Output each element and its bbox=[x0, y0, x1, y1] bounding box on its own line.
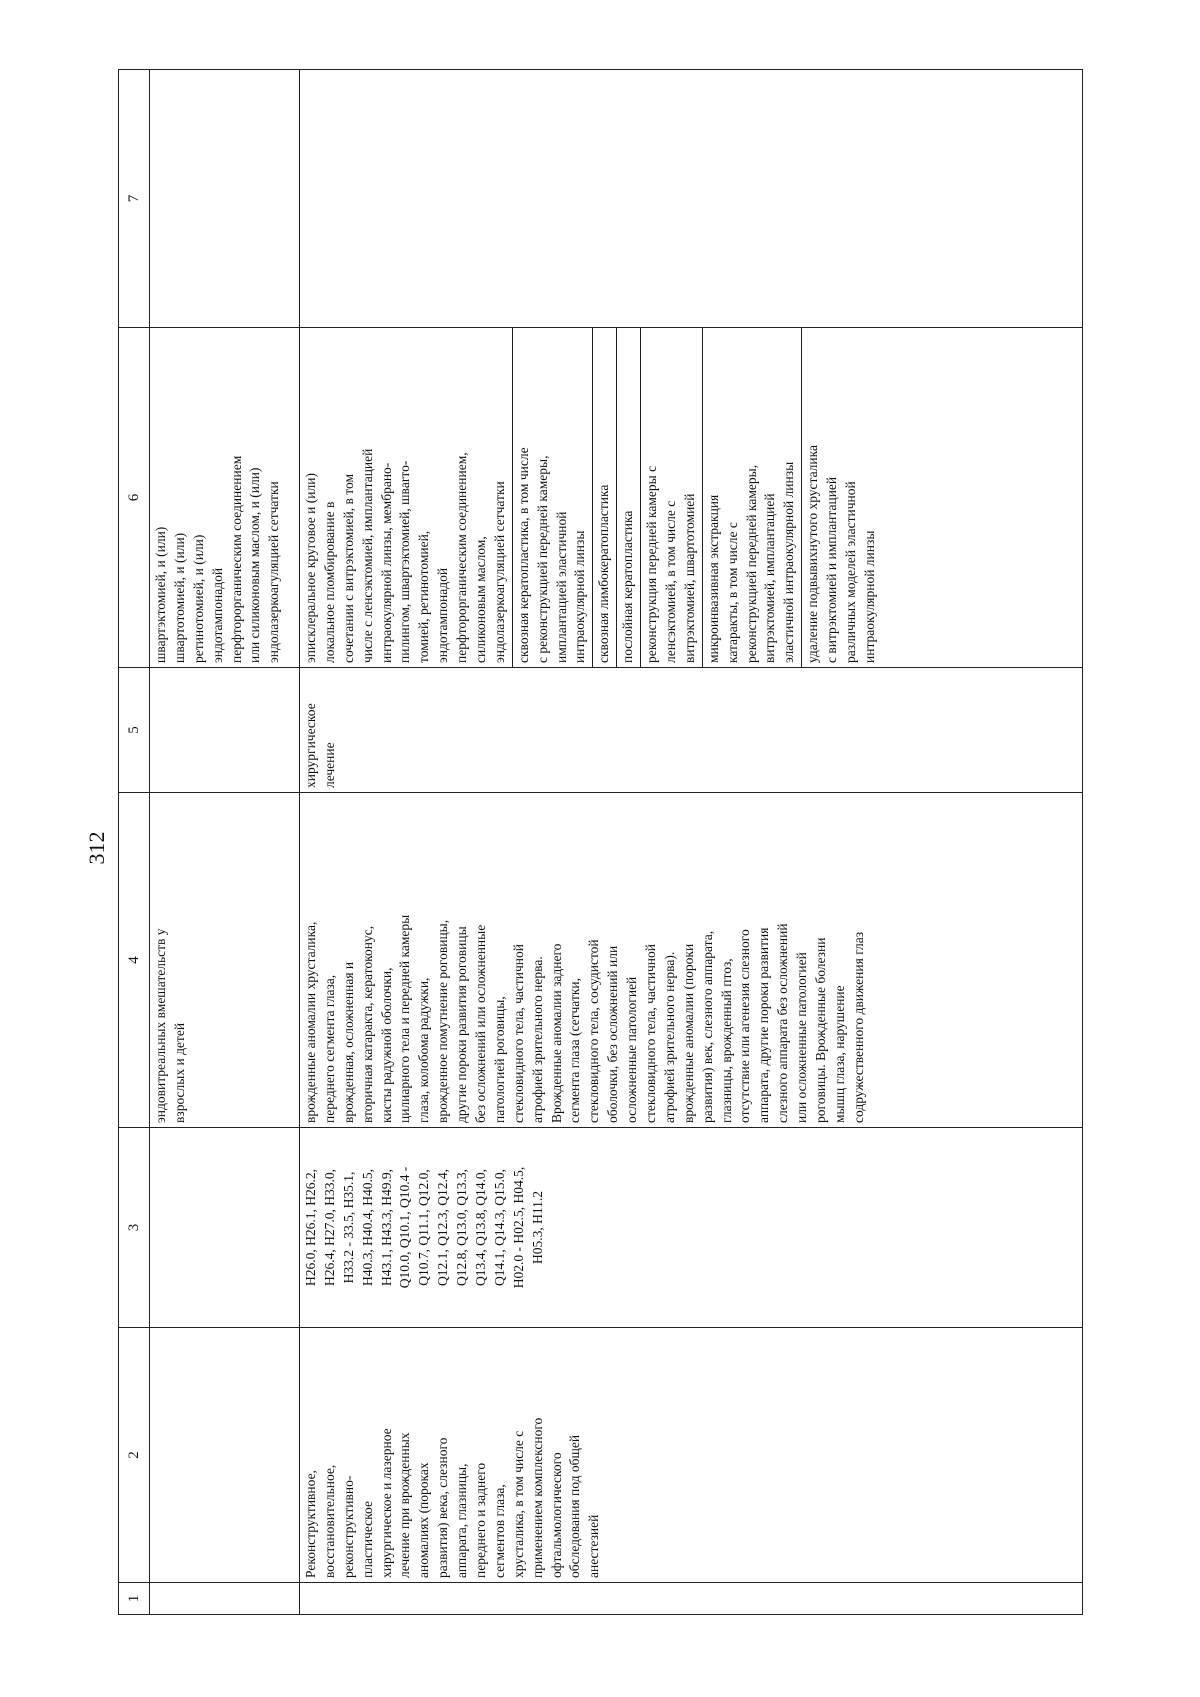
cont-cell-7 bbox=[150, 70, 300, 328]
cell-line: аппарата, глазницы, bbox=[454, 1463, 470, 1578]
cell-line: оболочки, без осложнений или bbox=[605, 945, 621, 1123]
procedure-name-cell bbox=[300, 1328, 1083, 1583]
cell-line: пластическое bbox=[359, 1501, 375, 1578]
cell-line: атрофией зрительного нерва. bbox=[529, 956, 545, 1123]
col-header-7: 7 bbox=[119, 70, 150, 328]
cell-line: сквозная кератопластика, в том числе bbox=[515, 447, 531, 663]
cell-line: развития) век, слезного аппарата, bbox=[699, 930, 715, 1123]
cell-line: или силиконовым маслом, и (или) bbox=[247, 467, 263, 663]
cell-line: цилиарного тела и передней камеры bbox=[397, 914, 413, 1123]
method-entry bbox=[641, 328, 703, 667]
cell-line: H26.4, H27.0, H33.0, bbox=[321, 1169, 337, 1286]
cell-line: анестезией bbox=[586, 1514, 602, 1578]
cell-line: H02.0 - H02.5, H04.5, bbox=[510, 1166, 526, 1289]
col-header-4: 4 bbox=[119, 793, 150, 1128]
cell-line: витрэктомией, швартотомией bbox=[681, 493, 697, 663]
cell-line: эндотампонадой bbox=[209, 567, 225, 663]
cell-line: хирургическое bbox=[303, 703, 318, 788]
cell-line: врожденная, осложненная и bbox=[340, 961, 356, 1123]
cell-line: томией, ретинотомией, bbox=[416, 530, 432, 663]
cell-line: лечение при врожденных bbox=[397, 1432, 413, 1578]
cell-line: без осложнений или осложненные bbox=[473, 924, 489, 1123]
method-entry bbox=[513, 328, 594, 667]
cell-line: эндолазеркоагуляцией сетчатки bbox=[266, 481, 282, 663]
cell-line: патологией роговицы, bbox=[491, 996, 507, 1123]
cell-line: силиконовым маслом, bbox=[473, 536, 489, 663]
cell-line: ленсэктомией, в том числе с bbox=[663, 500, 679, 663]
row-cell-1 bbox=[300, 1583, 1083, 1615]
cell-line: эписклеральное круговое и (или) bbox=[303, 473, 318, 663]
cell-line: развития) века, слезного bbox=[435, 1437, 451, 1578]
cell-line: витрэктомией, имплантацией bbox=[762, 493, 778, 663]
cell-line: стекловидного тела, частичной bbox=[510, 944, 526, 1123]
cell-line: с витрэктомией и имплантацией bbox=[824, 476, 840, 663]
cell-line: эндовитреальных вмешательств у bbox=[153, 928, 168, 1123]
cell-line: эластичной интраокулярной линзы bbox=[781, 461, 797, 663]
cell-line: глазницы, врожденный птоз, bbox=[718, 958, 734, 1123]
cell-line: H05.3, H11.2 bbox=[529, 1191, 545, 1264]
cell-line: с реконструкцией передней камеры, bbox=[534, 455, 550, 663]
table-header-row bbox=[119, 70, 150, 1615]
cell-line: перфторорганическим соединением bbox=[228, 455, 244, 663]
cell-line: эндолазеркоагуляцией сетчатки bbox=[491, 481, 507, 663]
treatment-type-cell bbox=[300, 668, 1083, 793]
cell-line: катаракты, в том числе с bbox=[724, 522, 740, 663]
icd-codes-cell bbox=[300, 1128, 1083, 1328]
cell-line: локальное пломбирование в bbox=[321, 501, 337, 663]
cell-line: врожденные аномалии хрусталика, bbox=[303, 921, 318, 1123]
cell-line: Q10.0, Q10.1, Q10.4 - bbox=[397, 1166, 413, 1289]
col-header-3: 3 bbox=[119, 1128, 150, 1328]
cell-line: стекловидного тела, сосудистой bbox=[586, 939, 602, 1123]
cell-line: ретинотомией, и (или) bbox=[190, 534, 206, 663]
diagnosis-cell bbox=[300, 793, 1083, 1128]
cont-cell-2 bbox=[150, 1328, 300, 1583]
row-cell-7 bbox=[300, 70, 1083, 328]
cell-line: или осложненные патологией bbox=[794, 952, 810, 1123]
continuation-row bbox=[150, 70, 300, 1615]
cell-line: вторичная катаракта, кератоконус, bbox=[359, 925, 375, 1123]
col-header-5: 5 bbox=[119, 668, 150, 793]
cell-line: обследования под общей bbox=[567, 1434, 583, 1578]
cell-line: сегментов глаза, bbox=[491, 1484, 507, 1578]
method-entry bbox=[593, 328, 617, 667]
cell-line: H26.0, H26.1, H26.2, bbox=[303, 1169, 318, 1286]
cell-line: стекловидного тела, частичной bbox=[643, 944, 659, 1123]
method-entry bbox=[802, 328, 882, 667]
cell-line: перфторорганическим соединением, bbox=[454, 452, 470, 663]
cell-line: Врожденные аномалии заднего bbox=[548, 943, 564, 1123]
cell-line: Q14.1, Q14.3, Q15.0, bbox=[491, 1169, 507, 1286]
cell-line: микроинвазивная экстракция bbox=[705, 494, 721, 663]
cell-line: Q12.8, Q13.0, Q13.3, bbox=[454, 1169, 470, 1286]
rotated-page bbox=[118, 70, 1083, 1615]
cell-line: лечение bbox=[321, 742, 337, 788]
cell-line: удаление подвывихнутого хрусталика bbox=[805, 445, 821, 663]
cont-cell-3 bbox=[150, 1128, 300, 1328]
cell-line: интраокулярной линзы, мембрано- bbox=[378, 462, 394, 663]
cell-line: реконструктивно- bbox=[340, 1475, 356, 1578]
cell-line: Q13.4, Q13.8, Q14.0, bbox=[473, 1169, 489, 1286]
cont-cell-4 bbox=[150, 793, 300, 1128]
cell-line: швартотомией, и (или) bbox=[171, 532, 187, 663]
cell-line: H43.1, H43.3, H49.9, bbox=[378, 1169, 394, 1286]
cell-line: переднего и заднего bbox=[473, 1462, 489, 1578]
cell-line: реконструкция передней камеры с bbox=[644, 465, 660, 663]
cell-line: числе с ленсэктомией, имплантацией bbox=[359, 448, 375, 663]
cell-line: Q10.7, Q11.1, Q12.0, bbox=[416, 1169, 432, 1286]
cont-cell-5 bbox=[150, 668, 300, 793]
cell-line: роговицы. Врожденные болезни bbox=[813, 937, 829, 1123]
cell-line: атрофией зрительного нерва). bbox=[661, 951, 677, 1123]
cell-line: взрослых и детей bbox=[171, 1022, 187, 1123]
cell-line: реконструкцией передней камеры, bbox=[743, 464, 759, 663]
cell-line: хрусталика, в том числе с bbox=[510, 1430, 526, 1578]
cell-line: интраокулярной линзы bbox=[572, 530, 588, 663]
cell-line: H40.3, H40.4, H40.5, bbox=[359, 1169, 375, 1286]
cell-line: различных моделей эластичной bbox=[843, 481, 859, 663]
cell-line: сегмента глаза (сетчатки, bbox=[567, 977, 583, 1123]
procedure-row bbox=[300, 70, 1083, 1615]
procedures-table bbox=[118, 69, 1083, 1615]
cell-line: другие пороки развития роговицы bbox=[454, 926, 470, 1123]
cont-cell-6 bbox=[150, 328, 300, 668]
method-entry bbox=[703, 328, 802, 667]
cell-line: аппарата, другие пороки развития bbox=[756, 927, 772, 1123]
method-entry bbox=[617, 328, 641, 667]
cell-line: слезного аппарата без осложнений bbox=[775, 923, 791, 1123]
cell-line: мышц глаза, нарушение bbox=[831, 985, 847, 1123]
cell-line: имплантацией эластичной bbox=[553, 511, 569, 663]
page-number: 312 bbox=[84, 831, 109, 865]
cell-line: послойная кератопластика bbox=[620, 510, 636, 663]
cell-line: Реконструктивное, bbox=[303, 1470, 318, 1578]
cell-line: хирургическое и лазерное bbox=[378, 1428, 394, 1578]
cell-line: сквозная лимбокератопластика bbox=[596, 484, 612, 663]
cell-line: офтальмологического bbox=[548, 1452, 564, 1578]
cell-line: Q12.1, Q12.3, Q12.4, bbox=[435, 1169, 451, 1286]
cell-line: врожденное помутнение роговицы, bbox=[435, 919, 451, 1123]
cell-line: отсутствие или агенезия слезного bbox=[737, 929, 753, 1123]
col-header-2: 2 bbox=[119, 1328, 150, 1583]
cont-cell-1 bbox=[150, 1583, 300, 1615]
cell-line: врожденные аномалии (пороки bbox=[680, 943, 696, 1123]
cell-line: пилингом, швартэктомией, швarто- bbox=[397, 460, 413, 663]
cell-line: швартэктомией, и (или) bbox=[153, 526, 168, 663]
cell-line: содружественного движения глаз bbox=[850, 931, 866, 1123]
cell-line: аномалиях (пороках bbox=[416, 1462, 432, 1578]
cell-line: интраокулярной линзы bbox=[861, 530, 877, 663]
cell-line: H33.2 - 33.5, H35.1, bbox=[340, 1171, 356, 1284]
cell-line: переднего сегмента глаза, bbox=[321, 974, 337, 1123]
cell-line: восстановительное, bbox=[321, 1464, 337, 1578]
cell-line: осложненные патологией bbox=[624, 976, 640, 1123]
cell-line: применением комплексного bbox=[529, 1417, 545, 1578]
cell-line: кисты радужной оболочки, bbox=[378, 967, 394, 1123]
cell-line: эндотампонадой bbox=[435, 567, 451, 663]
col-header-1: 1 bbox=[119, 1583, 150, 1615]
method-entry bbox=[300, 328, 513, 667]
cell-line: глаза, колобома радужки, bbox=[416, 977, 432, 1123]
cell-line: сочетании с витрэктомией, в том bbox=[340, 473, 356, 663]
method-cell bbox=[300, 328, 1083, 668]
col-header-6: 6 bbox=[119, 328, 150, 668]
